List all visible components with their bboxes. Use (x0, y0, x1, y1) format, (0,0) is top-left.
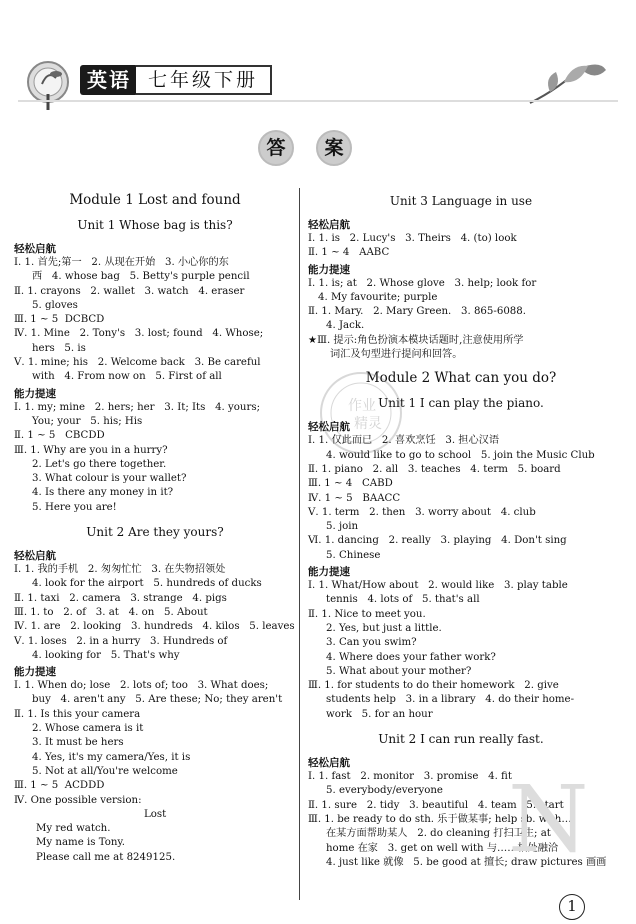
answer-line: My red watch. (36, 823, 111, 835)
answer-line: Ⅳ. 1. Mine 2. Tony's 3. lost; found 4. Whose; (14, 328, 264, 340)
answer-line: with 4. From now on 5. First of all (32, 371, 222, 383)
answer-line: Ⅲ. 1 ~ 5 DCBCD (14, 314, 105, 326)
answer-line: 4. Is there any money in it? (32, 487, 174, 499)
answer-line: 5. everybody/everyone (326, 785, 443, 797)
answer-line: 4. Jack. (326, 320, 365, 332)
answer-line: 5. Chinese (326, 549, 381, 561)
answer-line: 词汇及句型进行提问和回答。 (330, 349, 463, 361)
answer-line: Ⅱ. 1. crayons 2. wallet 3. watch 4. eraser (14, 285, 245, 297)
answer-line: 在某方面帮助某人 2. do cleaning 打扫卫生; at (326, 828, 551, 840)
header-rule (18, 100, 618, 102)
left-column (14, 190, 296, 865)
unit2-title: Unit 2 I can run really fast. (378, 732, 544, 747)
answer-line: Ⅱ. 1. Mary. 2. Mary Green. 3. 865-6088. (308, 306, 527, 318)
answer-line: Ⅰ. 1. 仅此而已 2. 喜欢烹饪 3. 担心汉语 (308, 435, 500, 447)
answer-line: Lost (144, 808, 167, 820)
answer-line: work 5. for an hour (326, 708, 433, 720)
answer-line: 2. Yes, but just a little. (326, 622, 442, 634)
answer-line: 5. Not at all/You're welcome (32, 765, 178, 777)
answer-line: Ⅲ. 1 ~ 4 CABD (308, 478, 393, 490)
section-heading: 轻松启航 (308, 757, 350, 770)
answer-line: Ⅰ. 1. my; mine 2. hers; her 3. It; Its 4. yours; (14, 401, 261, 413)
section-heading: 轻松启航 (14, 550, 56, 563)
answer-line: Please call me at 8249125. (36, 851, 176, 863)
answer-line: Ⅲ. 1. Why are you in a hurry? (14, 444, 168, 456)
answer-line: You; your 5. his; His (32, 415, 143, 427)
answer-line: 4. look for the airport 5. hundreds of ducks (32, 578, 262, 590)
page-header (0, 0, 636, 110)
answer-line: Ⅰ. 1. 首先;第一 2. 从现在开始 3. 小心你的东 (14, 257, 229, 268)
answer-line: Ⅱ. 1. Nice to meet you. (308, 608, 426, 620)
answer-char-2: 案 (316, 130, 352, 166)
watermark-text-1: 作业 (348, 398, 376, 414)
answer-line: 4. would like to go to school 5. join the Music Club (326, 449, 595, 461)
answer-line: 5. What about your mother? (326, 665, 472, 677)
answer-line: Ⅰ. 1. When do; lose 2. lots of; too 3. What does; (14, 680, 269, 692)
magnifier-logo-icon (22, 58, 82, 112)
column-divider (299, 188, 300, 900)
answer-line: students help 3. in a library 4. do their home- (326, 694, 575, 706)
answer-line: Ⅰ. 1. is 2. Lucy's 3. Theirs 4. (to) look (308, 233, 517, 244)
module1-title: Module 1 Lost and found (69, 192, 241, 208)
section-heading: 轻松启航 (308, 219, 350, 231)
answer-line: 4. just like 就像 5. be good at 擅长; draw pictures 画画 (326, 856, 607, 868)
answer-title (0, 130, 636, 170)
subject-label: 英语 (80, 65, 138, 95)
answer-line: ★Ⅲ. 提示:角色扮演本模块话题时,注意使用所学 (308, 334, 524, 346)
answer-line: 4. Where does your father work? (326, 651, 496, 663)
section-heading: 能力提速 (14, 387, 56, 400)
answer-line: Ⅴ. 1. mine; his 2. Welcome back 3. Be careful (14, 357, 261, 369)
page-number: 1 (559, 894, 585, 920)
answer-line: 4. Yes, it's my camera/Yes, it is (32, 751, 191, 763)
answer-line: 3. Can you swim? (326, 637, 417, 649)
answer-line: Ⅰ. 1. What/How about 2. would like 3. play table (308, 580, 568, 592)
answer-line: 4. looking for 5. That's why (32, 649, 180, 661)
section-heading: 轻松启航 (308, 421, 350, 434)
answer-line: My name is Tony. (36, 837, 126, 849)
answer-line: 2. Let's go there together. (32, 458, 167, 470)
answer-line: 5. join (326, 521, 359, 533)
answer-line: 西 4. whose bag 5. Betty's purple pencil (32, 271, 250, 283)
watermark-stamp-icon (318, 370, 404, 456)
answer-line: 2. Whose camera is it (32, 723, 144, 735)
answer-line: Ⅲ. 1. be ready to do sth. 乐于做某事; help sb. with… (308, 813, 572, 825)
answer-line: Ⅱ. 1. taxi 2. camera 3. strange 4. pigs (14, 592, 227, 604)
answer-line: 5. gloves (32, 299, 78, 311)
answer-line: Ⅱ. 1 ~ 5 CBCDD (14, 430, 105, 442)
watermark-letter: N (508, 766, 589, 873)
answer-line: Ⅱ. 1 ~ 4 AABC (308, 247, 390, 259)
answer-char-1: 答 (258, 130, 294, 166)
answer-line: Ⅴ. 1. term 2. then 3. worry about 4. club (308, 506, 536, 518)
answer-line: 4. My favourite; purple (318, 291, 438, 303)
answer-line: Ⅱ. 1. Is this your camera (14, 708, 141, 720)
answer-line: Ⅱ. 1. sure 2. tidy 3. beautiful 4. team 5. start (308, 799, 564, 811)
watermark-text-2: 精灵 (354, 416, 382, 432)
answer-line: Ⅲ. 1. for students to do their homework 2. give (308, 680, 559, 692)
answer-line: tennis 4. lots of 5. that's all (326, 594, 480, 606)
unit1-title: Unit 1 I can play the piano. (378, 396, 544, 411)
answer-line: 3. It must be hers (32, 737, 124, 749)
module2-title: Module 2 What can you do? (365, 370, 557, 387)
answer-line: 5. Here you are! (32, 501, 117, 513)
answer-line: Ⅳ. One possible version: (14, 794, 142, 806)
answer-line: Ⅳ. 1. are 2. looking 3. hundreds 4. kilos 5. leaves (14, 621, 295, 633)
answer-line: Ⅲ. 1 ~ 5 ACDDD (14, 780, 105, 792)
answer-line: Ⅰ. 1. 我的手机 2. 匆匆忙忙 3. 在失物招领处 (14, 564, 226, 576)
answer-line: Ⅱ. 1. piano 2. all 3. teaches 4. term 5. board (308, 463, 561, 475)
section-heading: 能力提速 (308, 566, 350, 579)
section-heading: 能力提速 (14, 666, 56, 679)
section-heading: 能力提速 (308, 263, 350, 276)
answer-line: home 在家 3. get on well with 与……相处融洽 (326, 842, 559, 854)
answer-line: Ⅰ. 1. is; at 2. Whose glove 3. help; look for (308, 277, 537, 289)
grade-label: 七年级下册 (136, 65, 272, 95)
answer-line: 3. What colour is your wallet? (32, 473, 187, 485)
answer-line: Ⅴ. 1. loses 2. in a hurry 3. Hundreds of (14, 635, 228, 647)
unit1-title: Unit 1 Whose bag is this? (77, 218, 233, 232)
answer-line: buy 4. aren't any 5. Are these; No; they aren't (32, 694, 283, 706)
answer-line: Ⅰ. 1. fast 2. monitor 3. promise 4. fit (308, 771, 512, 783)
answer-line: Ⅲ. 1. to 2. of 3. at 4. on 5. About (14, 606, 208, 618)
answer-line: Ⅳ. 1 ~ 5 BAACC (308, 492, 401, 504)
answer-line: hers 5. is (32, 342, 86, 354)
section-heading: 轻松启航 (14, 243, 56, 255)
answer-line: Ⅵ. 1. dancing 2. really 3. playing 4. Don't sing (308, 535, 567, 547)
unit2-title: Unit 2 Are they yours? (86, 525, 224, 540)
unit3-title: Unit 3 Language in use (389, 194, 533, 208)
